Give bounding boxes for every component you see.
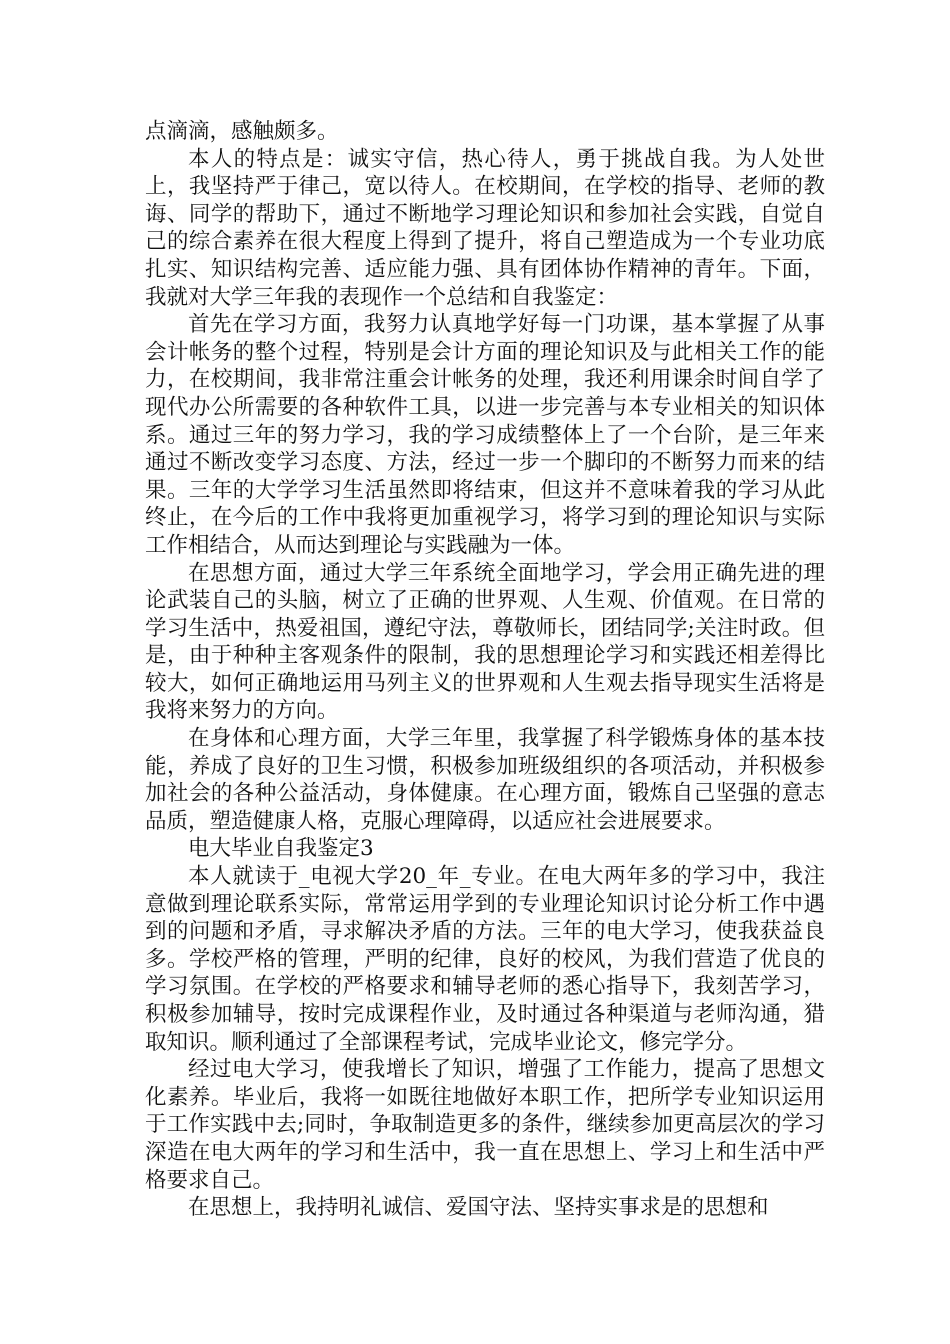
document-page (145, 118, 825, 1222)
paragraph-personal-traits: 本人的特点是：诚实守信，热心待人，勇于挑战自我。为人处世上，我坚持严于律己，宽以待人。在校期间，在学校的指导、老师的教诲、同学的帮助下，通过不断地学习理论知识和参加社会实践，自觉自己的综合素养在很大程度上得到了提升，将自己塑造成为一个专业功底扎实、知识结构完善、适应能力强、具有团体协作精神的青年。下面，我就对大学三年我的表现作一个总结和自我鉴定： (145, 146, 825, 310)
paragraph-ideology: 在思想方面，通过大学三年系统全面地学习，学会用正确先进的理论武装自己的头脑，树立了正确的世界观、人生观、价值观。在日常的学习生活中，热爱祖国，遵纪守法，尊敬师长，团结同学;关注时政。但是，由于种种主客观条件的限制，我的思想理论学习和实践还相差得比较大，如何正确地运用马列主义的世界观和人生观去指导现实生活将是我将来努力的方向。 (145, 560, 825, 724)
paragraph-health: 在身体和心理方面，大学三年里，我掌握了科学锻炼身体的基本技能，养成了良好的卫生习惯，积极参加班级组织的各项活动，并积极参加社会的各种公益活动，身体健康。在心理方面，锻炼自己坚强的意志品质，塑造健康人格，克服心理障碍，以适应社会进展要求。 (145, 726, 825, 834)
paragraph-thought: 在思想上，我持明礼诚信、爱国守法、坚持实事求是的思想和 (188, 1195, 769, 1221)
paragraph-continuation: 点滴滴，感触颇多。 (145, 119, 339, 144)
section-heading: 电大毕业自我鉴定3 (188, 836, 374, 862)
paragraph-tv-university: 本人就读于_电视大学20_年_专业。在电大两年多的学习中，我注意做到理论联系实际，常常运用学到的专业理论知识讨论分析工作中遇到的问题和矛盾，寻求解决矛盾的方法。三年的电大学习，使我获益良多。学校严格的管理，严明的纪律，良好的校风，为我们营造了优良的学习氛围。在学校的严格要求和辅导老师的悉心指导下，我刻苦学习，积极参加辅导，按时完成课程作业，及时通过各种渠道与老师沟通，猎取知识。顺利通过了全部课程考试，完成毕业论文，修完学分。 (145, 864, 825, 1055)
paragraph-growth: 经过电大学习，使我增长了知识，增强了工作能力，提高了思想文化素养。毕业后，我将一如既往地做好本职工作，把所学专业知识运用于工作实践中去;同时，争取制造更多的条件，继续参加更高层次的学习深造在电大两年的学习和生活中，我一直在思想上、学习上和生活中严格要求自己。 (145, 1057, 825, 1193)
paragraph-study: 首先在学习方面，我努力认真地学好每一门功课，基本掌握了从事会计帐务的整个过程，特别是会计方面的理论知识及与此相关工作的能力，在校期间，我非常注重会计帐务的处理，我还利用课余时间自学了现代办公所需要的各种软件工具，以进一步完善与本专业相关的知识体系。通过三年的努力学习，我的学习成绩整体上了一个台阶，是三年来通过不断改变学习态度、方法，经过一步一个脚印的不断努力而来的结果。三年的大学学习生活虽然即将结束，但这并不意味着我的学习从此终止，在今后的工作中我将更加重视学习，将学习到的理论知识与实际工作相结合，从而达到理论与实践融为一体。 (145, 312, 825, 558)
